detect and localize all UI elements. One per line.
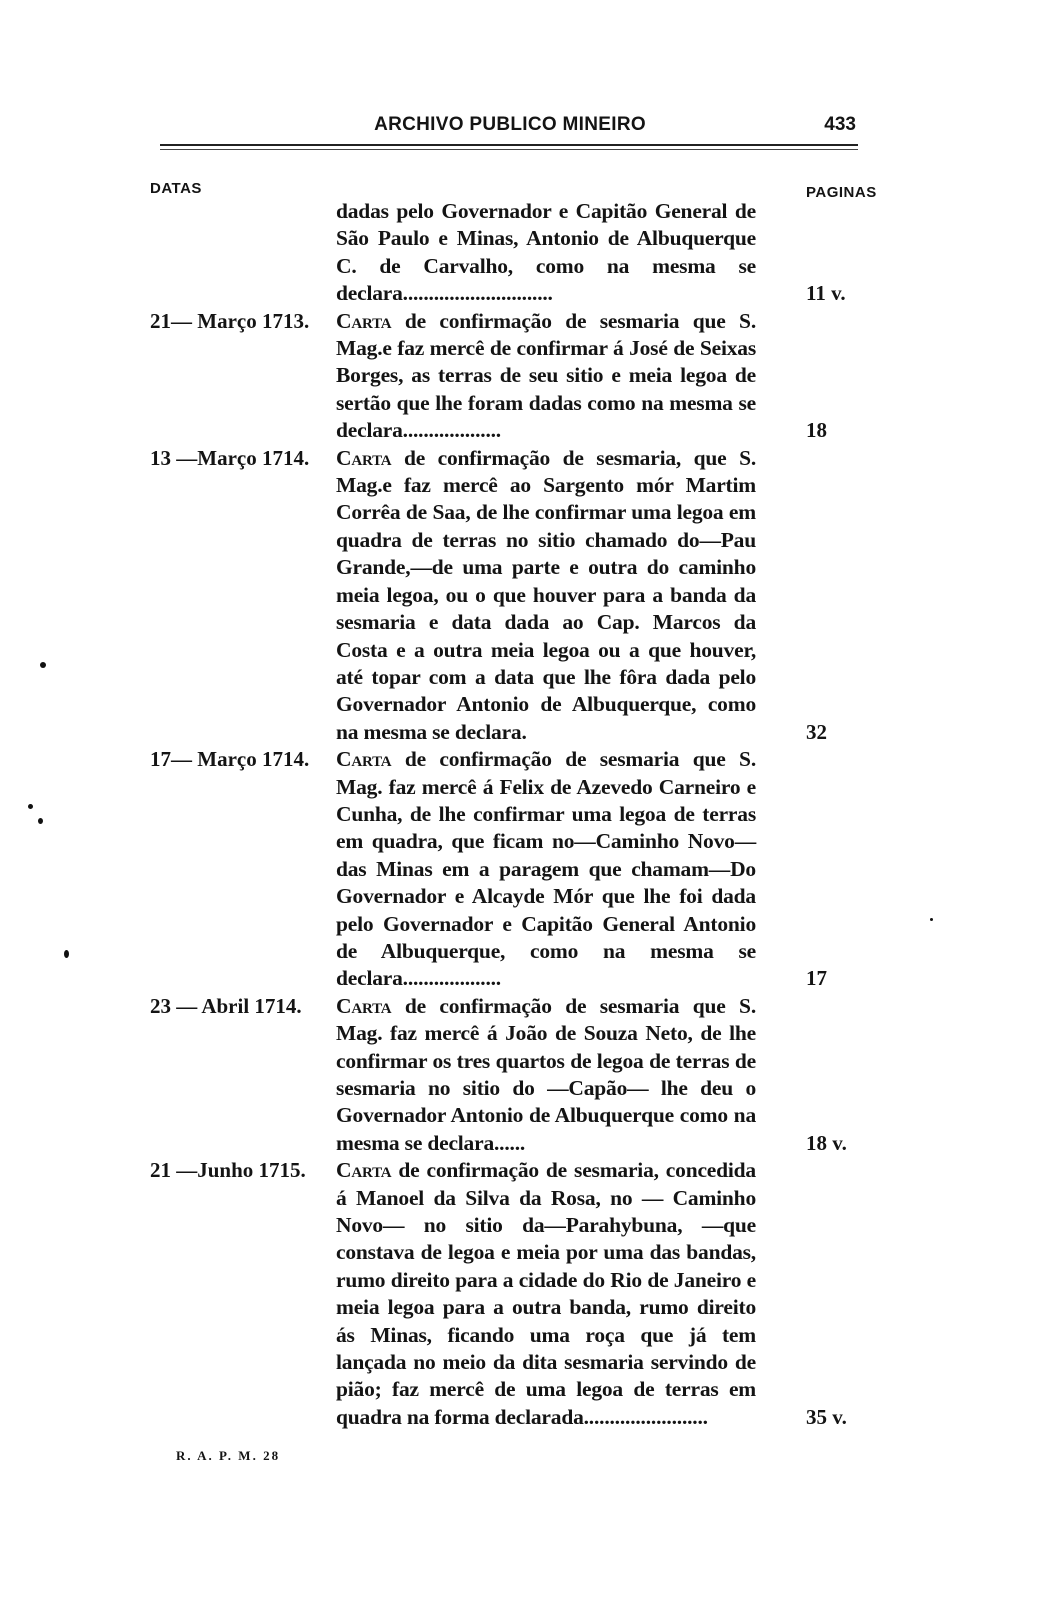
entry-date: 23 — Abril 1714.	[150, 993, 302, 1018]
footer-signature: R. A. P. M. 28	[176, 1448, 281, 1463]
entry-page-ref: 35 v.	[806, 1404, 847, 1429]
entry-page-ref: 18 v.	[806, 1130, 847, 1155]
entry-text: dadas pelo Governador e Capitão General de São Paulo e Minas, Antonio de Albuquerque C. de Carvalho, como na mesma se declara.............................	[336, 199, 756, 306]
entry-lead: Carta	[336, 1158, 392, 1183]
entry-date: 13 —Março 1714.	[150, 445, 310, 470]
ink-speck	[64, 950, 69, 958]
entry-page-ref: 11 v.	[806, 281, 846, 306]
entry-lead: Carta	[336, 993, 392, 1018]
entry	[150, 198, 870, 308]
entry	[150, 993, 870, 1157]
entry	[150, 445, 870, 746]
entry-page-ref: 32	[806, 719, 827, 744]
page-number: 433	[824, 114, 856, 135]
entry	[150, 746, 870, 993]
entry-lead: Carta	[336, 445, 392, 470]
entries-list	[150, 198, 870, 1431]
entry	[150, 308, 870, 445]
dates-column-heading: DATAS	[150, 180, 202, 197]
entry-text: Carta de confirmação de sesmaria que S. Mag.e faz mercê de confirmar á José de Seixas Borges, as terras de seu sitio e meia legoa de sertão que lhe foram dadas como na mesma se declara...................	[336, 308, 756, 443]
ink-speck	[40, 662, 46, 668]
entry-page-ref: 17	[806, 966, 827, 991]
entry-text: Carta de confirmação de sesmaria, concedida á Manoel da Silva da Rosa, no — Caminho Novo— no sitio da—Parahybuna, —que constava de legoa e meia por uma das bandas, rumo direito para a cidade do Rio de Janeiro e meia legoa para a outra banda, rumo direito ás Minas, ficando uma roça que já tem lançada no meio da dita sesmaria servindo de pião; faz mercê de uma legoa de terras em quadra na forma declarada........................	[336, 1158, 756, 1429]
entry	[150, 1157, 870, 1431]
ink-speck	[38, 818, 43, 824]
entry-lead: Carta	[336, 747, 392, 772]
ink-speck	[930, 918, 933, 921]
entry-lead: Carta	[336, 308, 392, 333]
entry-text: Carta de confirmação de sesmaria que S. Mag. faz mercê á Felix de Azevedo Carneiro e Cunha, de lhe confirmar uma legoa de terras em quadra, que ficam no—Caminho Novo— das Minas em a paragem que chamam—Do Governador e Alcayde Mór que lhe foi dada pelo Governador e Capitão General Antonio de Albuquerque, como na mesma se declara...................	[336, 747, 756, 991]
entry-date: 21 —Junho 1715.	[150, 1158, 306, 1183]
entry-date: 21— Março 1713.	[150, 308, 310, 333]
running-title: ARCHIVO PUBLICO MINEIRO	[374, 114, 646, 135]
entry-page-ref: 18	[806, 418, 827, 443]
entry-date: 17— Março 1714.	[150, 747, 310, 772]
header-rule	[160, 144, 858, 150]
pages-column-heading: PAGINAS	[806, 184, 877, 201]
entry-text: Carta de confirmação de sesmaria que S. Mag. faz mercê á João de Souza Neto, de lhe confirmar os tres quartos de legoa de terras de sesmaria no sitio do —Capão— lhe deu o Governador Antonio de Albuquerque como na mesma se declara......	[336, 993, 756, 1155]
entry-text: Carta de confirmação de sesmaria, que S. Mag.e faz mercê ao Sargento mór Martim Corrêa de Saa, de lhe confirmar uma legoa em quadra de terras no sitio chamado do—Pau Grande,—de uma parte e outra do caminho meia legoa, ou o que houver para a banda da sesmaria e data dada ao Cap. Marcos da Costa e a outra meia legoa ou a que houver, até topar com a data que lhe fôra dada pelo Governador Antonio de Albuquerque, como na mesma se declara.	[336, 445, 756, 744]
ink-speck	[28, 804, 33, 809]
